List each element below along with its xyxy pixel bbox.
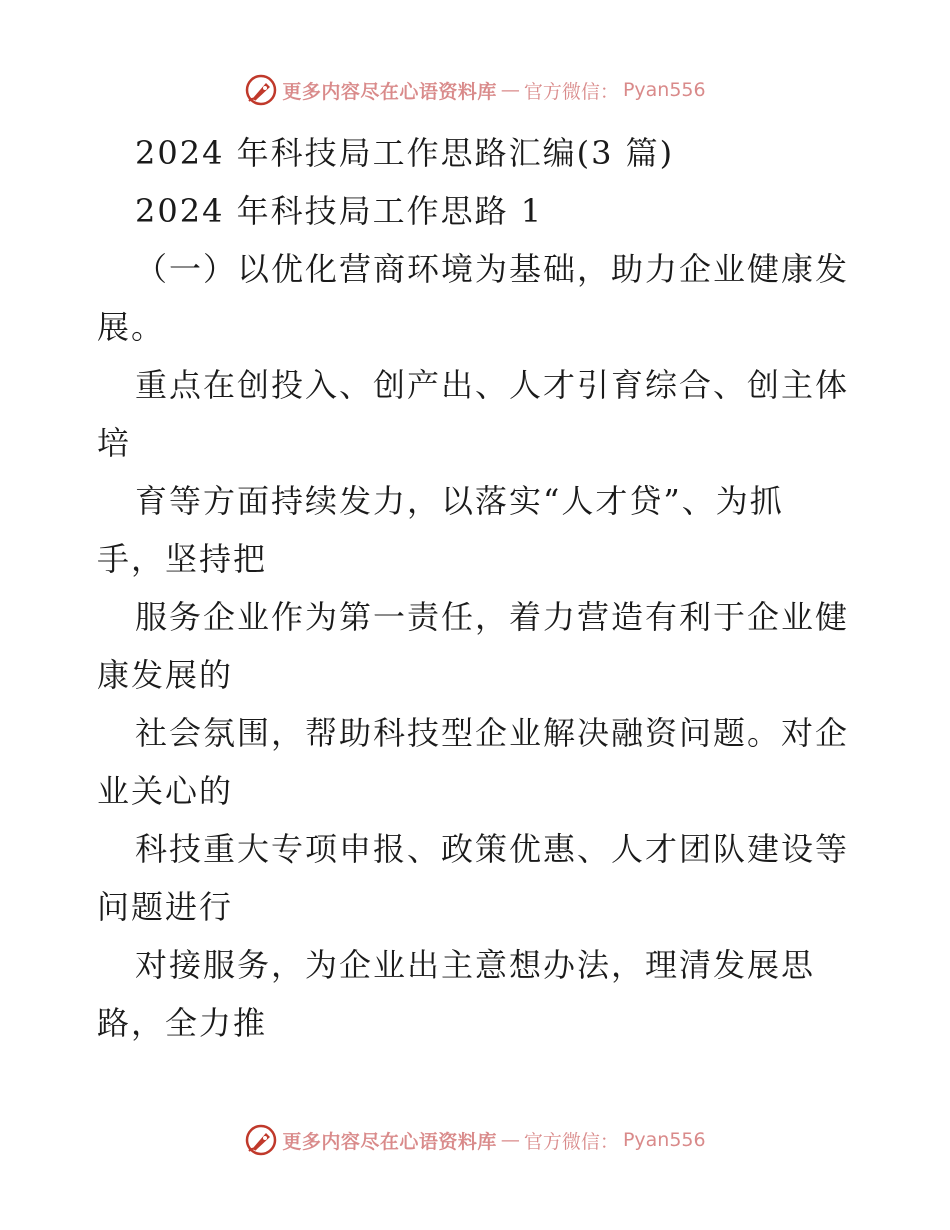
footer-wechat-label: 官方微信：	[523, 1130, 619, 1153]
pen-nib-logo-icon	[244, 73, 278, 107]
paragraph-line: 康发展的	[97, 656, 234, 694]
paragraph-line: 育等方面持续发力，以落实“人才贷”、为抓	[135, 482, 784, 520]
header-wechat-id: Pyan556	[622, 79, 706, 101]
header-dash: —	[500, 79, 520, 101]
paragraph-line: 对接服务，为企业出主意想办法，理清发展思	[135, 946, 816, 984]
header-text: 更多内容尽在心语资料库	[282, 80, 497, 103]
paragraph-line: 社会氛围，帮助科技型企业解决融资问题。对企	[135, 714, 850, 752]
footer-banner	[0, 1120, 950, 1160]
footer-text: 更多内容尽在心语资料库	[282, 1130, 497, 1153]
paragraph-line: 服务企业作为第一责任，着力营造有利于企业健	[135, 598, 850, 636]
document-title: 2024 年科技局工作思路汇编(3 篇)	[135, 134, 675, 172]
footer-wechat-id: Pyan556	[622, 1129, 706, 1151]
paragraph-line: 业关心的	[97, 772, 234, 810]
paragraph-line: （一）以优化营商环境为基础，助力企业健康发	[135, 250, 850, 288]
paragraph-line: 展。	[97, 308, 166, 346]
paragraph-line: 手，坚持把	[97, 540, 268, 578]
header-banner	[0, 70, 950, 110]
document-subtitle: 2024 年科技局工作思路 1	[135, 192, 544, 230]
paragraph-line: 问题进行	[97, 888, 234, 926]
paragraph-line: 科技重大专项申报、政策优惠、人才团队建设等	[135, 830, 850, 868]
document-body	[97, 124, 857, 1052]
footer-dash: —	[500, 1129, 520, 1151]
paragraph-line: 重点在创投入、创产出、人才引育综合、创主体	[135, 366, 850, 404]
paragraph-line: 路，全力推	[97, 1004, 268, 1042]
header-wechat-label: 官方微信：	[523, 80, 619, 103]
pen-nib-logo-icon	[244, 1123, 278, 1157]
paragraph-line: 培	[97, 424, 132, 462]
